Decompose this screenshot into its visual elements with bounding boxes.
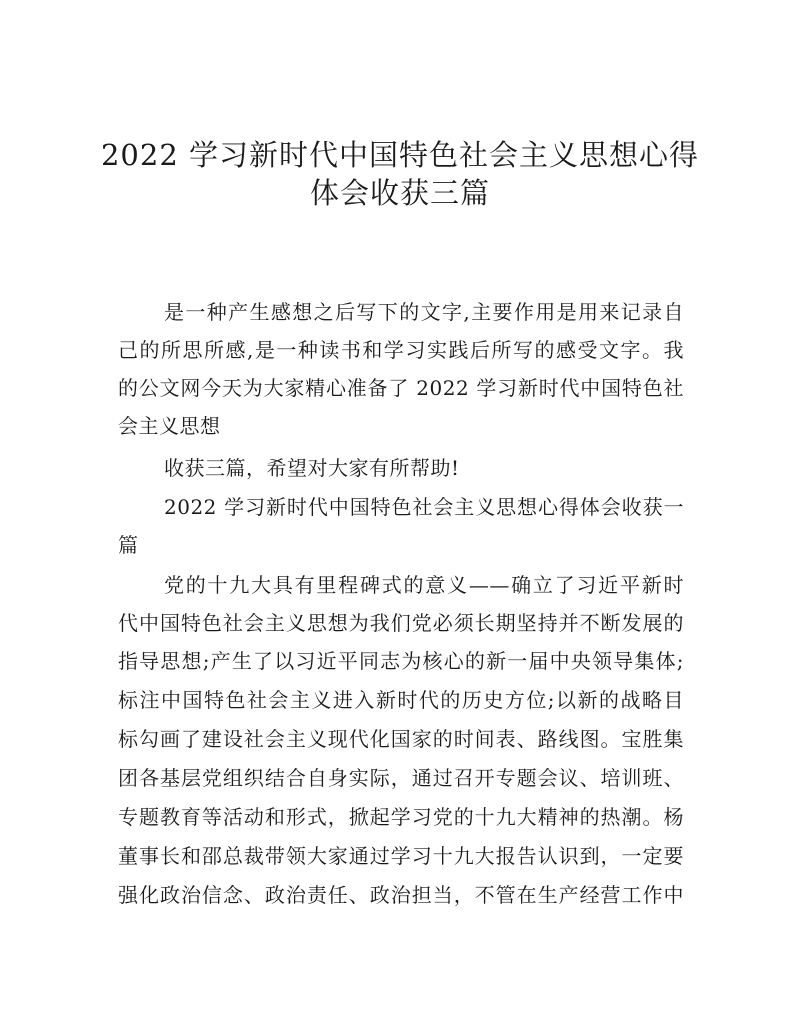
paragraph-line: 的公文网今天为大家精心准备了 2022 学习新时代中国特色社 — [118, 376, 684, 400]
paragraph-line: 代中国特色社会主义思想为我们党必须长期坚持并不断发展的 — [118, 611, 684, 635]
paragraph-line: 会主义思想 — [118, 414, 221, 438]
paragraph-line: 标勾画了建设社会主义现代化国家的时间表、路线图。宝胜集 — [118, 727, 684, 751]
section-heading-line: 篇 — [118, 533, 139, 557]
paragraph-line: 强化政治信念、政治责任、政治担当，不管在生产经营工作中 — [118, 883, 684, 907]
paragraph-line: 是一种产生感想之后写下的文字,主要作用是用来记录自 — [164, 300, 684, 324]
paragraph-line: 指导思想;产生了以习近平同志为核心的新一届中央领导集体; — [118, 649, 684, 673]
document-title-line-2: 体会收获三篇 — [309, 176, 490, 210]
paragraph-line: 标注中国特色社会主义进入新时代的历史方位;以新的战略目 — [118, 688, 684, 712]
paragraph-line: 党的十九大具有里程碑式的意义——确立了习近平新时 — [164, 573, 684, 597]
paragraph-line: 董事长和邵总裁带领大家通过学习十九大报告认识到，一定要 — [118, 844, 684, 868]
section-heading-line: 2022 学习新时代中国特色社会主义思想心得体会收获一 — [164, 495, 684, 519]
paragraph-line: 己的所思所感,是一种读书和学习实践后所写的感受文字。我 — [118, 338, 684, 362]
paragraph-line: 团各基层党组织结合自身实际，通过召开专题会议、培训班、 — [118, 766, 684, 790]
paragraph-line: 专题教育等活动和形式，掀起学习党的十九大精神的热潮。杨 — [118, 805, 684, 829]
document-title-line-1: 2022 学习新时代中国特色社会主义思想心得 — [100, 138, 700, 172]
paragraph-line: 收获三篇，希望对大家有所帮助! — [164, 456, 460, 480]
